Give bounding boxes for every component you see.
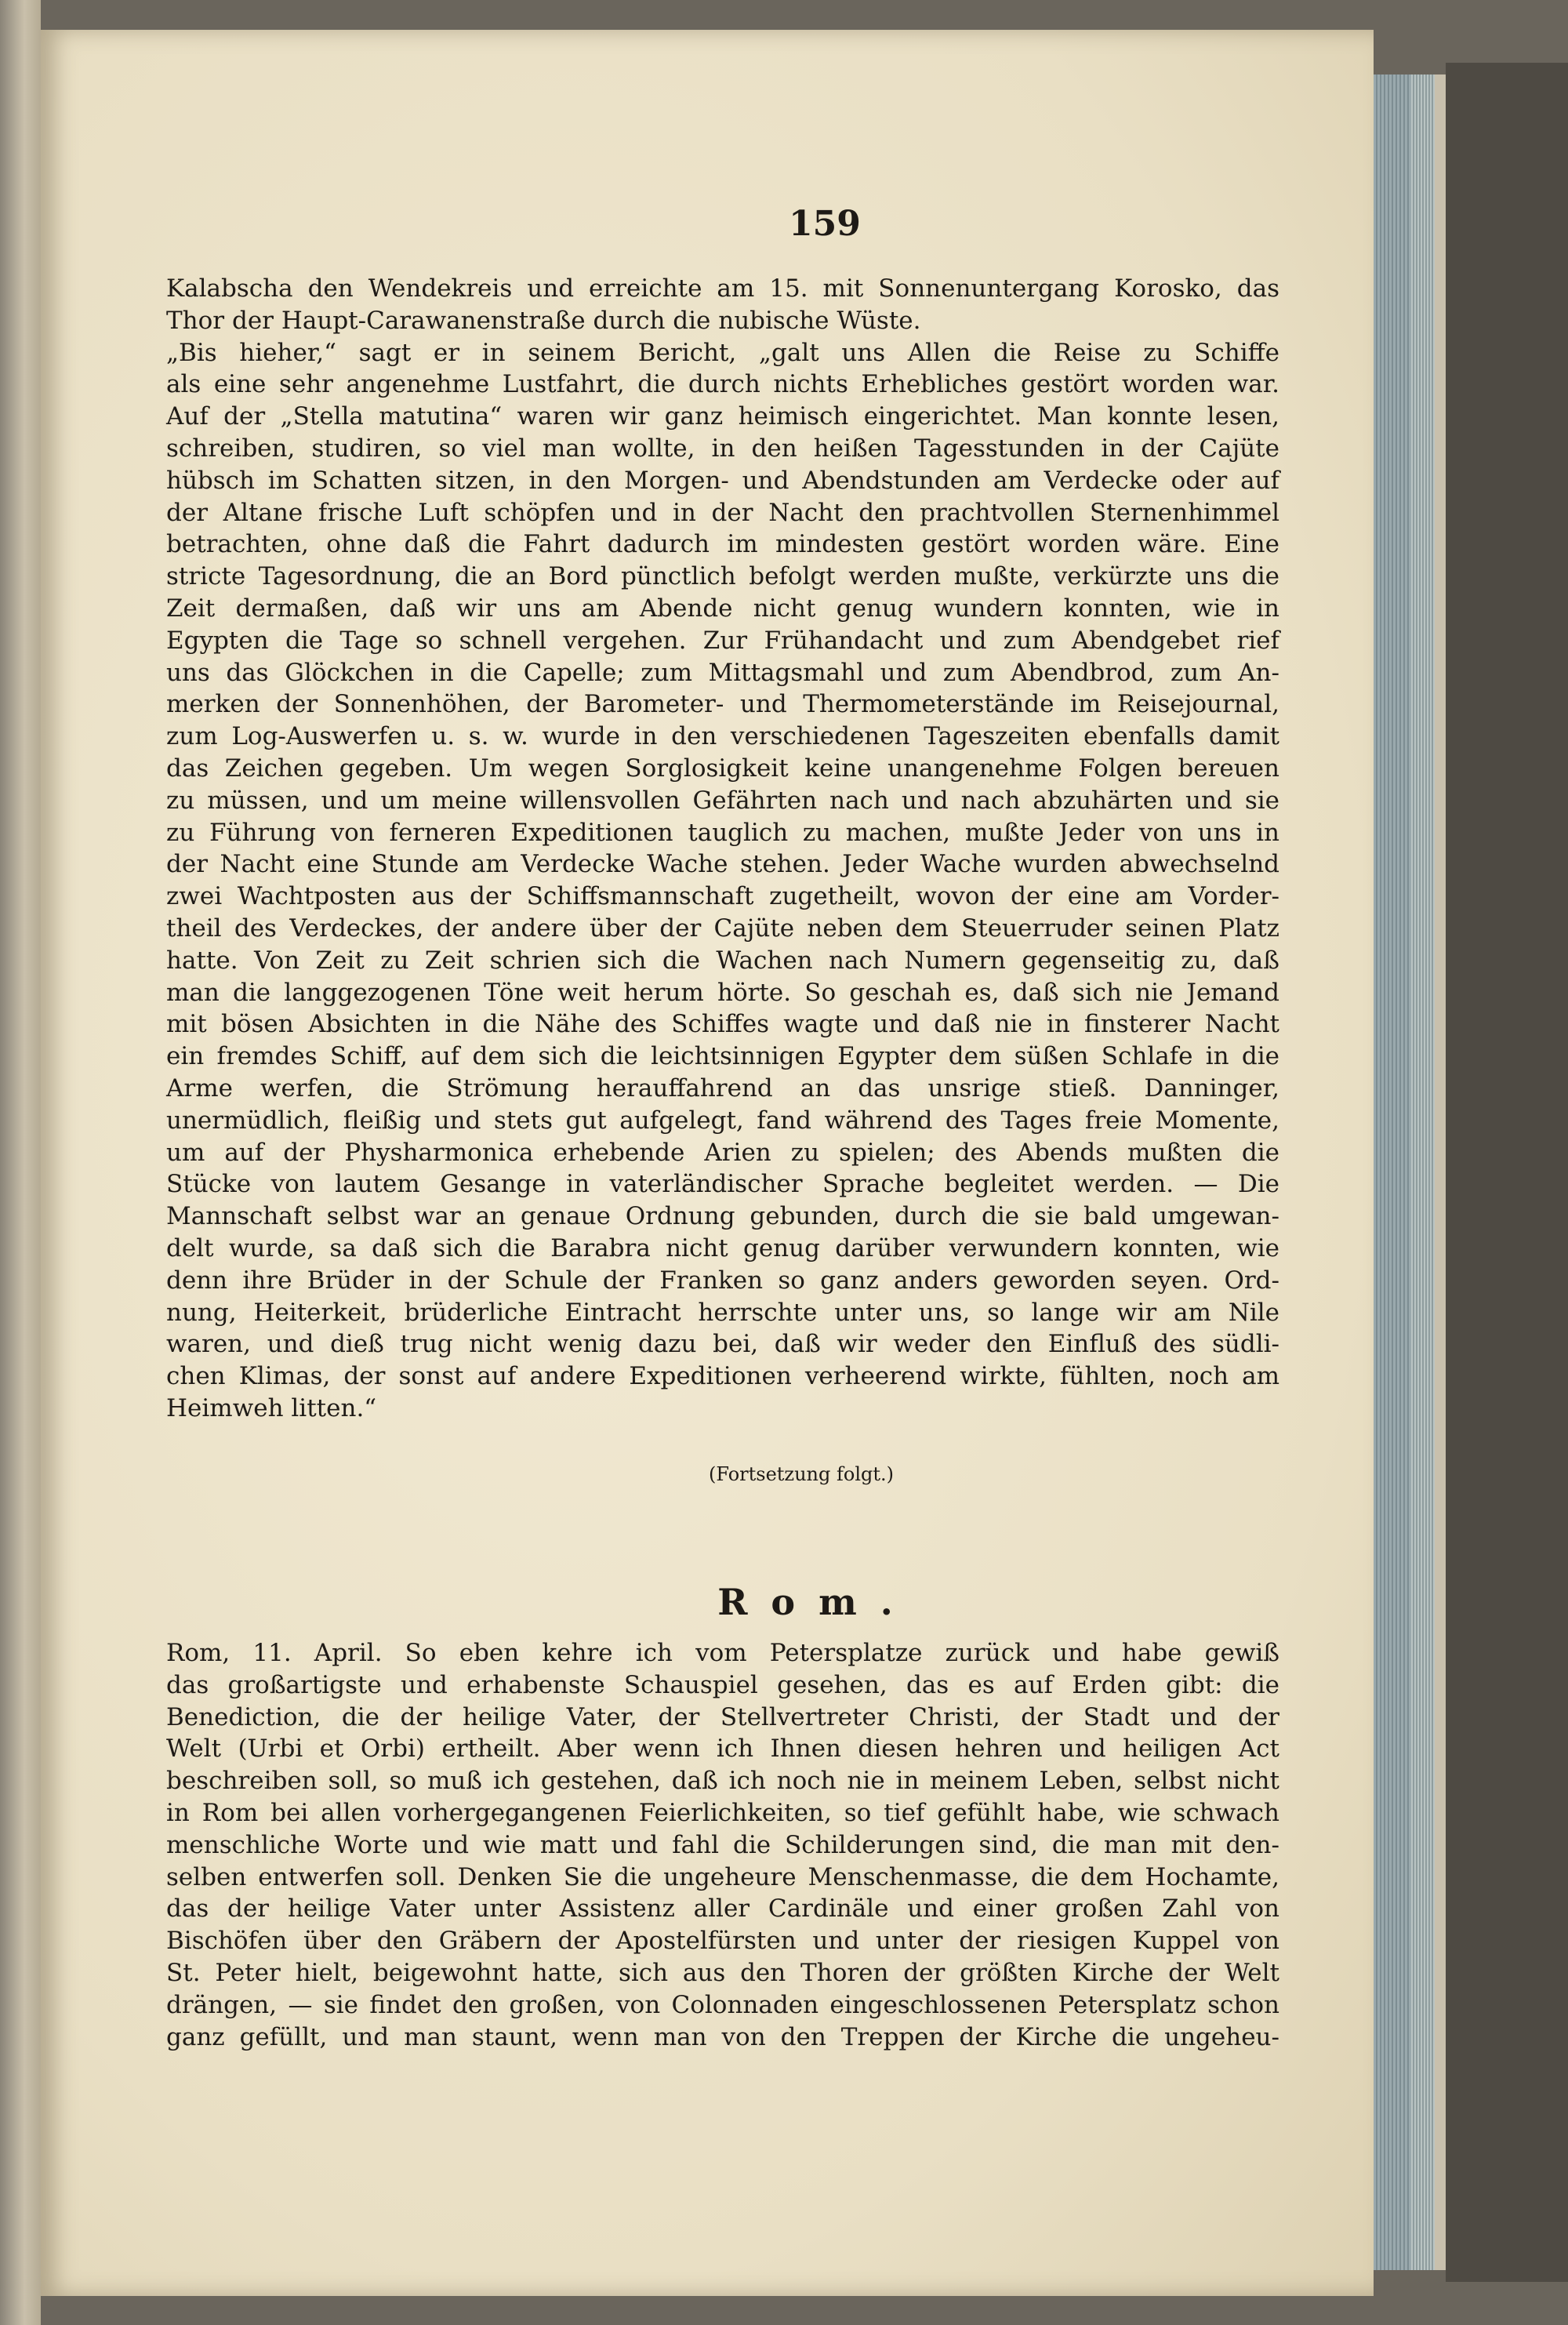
text-line: Thor der Haupt-Carawanenstraße durch die nubische Wüste. <box>166 306 921 335</box>
text-line: selben entwerfen soll. Denken Sie die ungeheure Menschenmasse, die dem Hochamte, <box>166 1862 1279 1891</box>
text-line: denn ihre Brüder in der Schule der Franken so ganz anders geworden seyen. Ord- <box>166 1266 1279 1295</box>
text-line: waren, und dieß trug nicht wenig dazu bei, daß wir weder den Einfluß des südli- <box>166 1330 1279 1359</box>
page-number: 159 <box>789 204 861 244</box>
text-line: Kalabscha den Wendekreis und erreichte am 15. mit Sonnenuntergang Korosko, das <box>166 274 1279 303</box>
text-line: zu Führung von ferneren Expeditionen tauglich zu machen, mußte Jeder von uns in <box>166 818 1279 847</box>
text-line: unermüdlich, fleißig und stets gut aufgelegt, fand während des Tages freie Momente, <box>166 1106 1279 1135</box>
text-line: in Rom bei allen vorhergegangenen Feierlichkeiten, so tief gefühlt habe, wie schwach <box>166 1799 1279 1827</box>
text-line: Welt (Urbi et Orbi) ertheilt. Aber wenn ich Ihnen diesen hehren und heiligen Act <box>166 1735 1279 1764</box>
text-line: der Altane frische Luft schöpfen und in der Nacht den prachtvollen Sternenhimmel <box>166 498 1279 527</box>
section-title: Rom. <box>717 1581 916 1623</box>
text-line: zwei Wachtposten aus der Schiffsmannschaft zugetheilt, wovon der eine am Vorder- <box>166 882 1279 911</box>
continuation-note: (Fortsetzung folgt.) <box>709 1463 894 1485</box>
text-line: St. Peter hielt, beigewohnt hatte, sich aus den Thoren der größten Kirche der Welt <box>166 1959 1279 1987</box>
text-line: zu müssen, und um meine willensvollen Gefährten nach und nach abzuhärten und sie <box>166 786 1279 815</box>
text-line: Arme werfen, die Strömung herauffahrend an das unsrige stieß. Danninger, <box>166 1074 1279 1103</box>
text-line: delt wurde, sa daß sich die Barabra nicht genug darüber verwundern konnten, wie <box>166 1234 1279 1262</box>
text-line: Bischöfen über den Gräbern der Apostelfürsten und unter der riesigen Kuppel von <box>166 1927 1279 1956</box>
text-line: ein fremdes Schiff, auf dem sich die leichtsinnigen Egypter dem süßen Schlafe in die <box>166 1042 1279 1071</box>
text-line: beschreiben soll, so muß ich gestehen, daß ich noch nie in meinem Leben, selbst nicht <box>166 1767 1279 1796</box>
text-line: uns das Glöckchen in die Capelle; zum Mittagsmahl und zum Abendbrod, zum An- <box>166 658 1279 687</box>
page-block-edge <box>1411 74 1435 2270</box>
text-line: um auf der Physharmonica erhebende Arien zu spielen; des Abends mußten die <box>166 1138 1279 1167</box>
text-line: Mannschaft selbst war an genaue Ordnung gebunden, durch die sie bald umgewan- <box>166 1202 1279 1231</box>
text-line: schreiben, studiren, so viel man wollte, in den heißen Tagesstunden in der Cajüte <box>166 434 1279 463</box>
text-line: das großartigste und erhabenste Schauspiel gesehen, das es auf Erden gibt: die <box>166 1670 1279 1699</box>
text-line: menschliche Worte und wie matt und fahl die Schilderungen sind, die man mit den- <box>166 1830 1279 1859</box>
text-line: der Nacht eine Stunde am Verdecke Wache stehen. Jeder Wache wurden abwechselnd <box>166 850 1279 879</box>
text-line: chen Klimas, der sonst auf andere Expeditionen verheerend wirkte, fühlten, noch am <box>166 1362 1279 1391</box>
text-line: Benediction, die der heilige Vater, der Stellvertreter Christi, der Stadt und der <box>166 1702 1279 1731</box>
text-line: stricte Tagesordnung, die an Bord pünctlich befolgt werden mußte, verkürzte uns die <box>166 562 1279 591</box>
book-cover <box>1446 63 1568 2282</box>
text-line: zum Log-Auswerfen u. s. w. wurde in den verschiedenen Tageszeiten ebenfalls damit <box>166 722 1279 751</box>
text-line: Egypten die Tage so schnell vergehen. Zur Frühandacht und zum Abendgebet rief <box>166 626 1279 655</box>
text-line: drängen, — sie findet den großen, von Colonnaden eingeschlossenen Petersplatz schon <box>166 1990 1279 2019</box>
text-line: Auf der „Stella matutina“ waren wir ganz heimisch eingerichtet. Man konnte lesen, <box>166 402 1279 431</box>
adjacent-page-edge <box>0 0 41 2325</box>
book-page <box>41 30 1374 2296</box>
text-line: das der heilige Vater unter Assistenz aller Cardinäle und einer großen Zahl von <box>166 1895 1279 1924</box>
text-line: Heimweh litten.“ <box>166 1394 377 1422</box>
text-line: ganz gefüllt, und man staunt, wenn man von den Treppen der Kirche die ungeheu- <box>166 2022 1279 2051</box>
text-line: mit bösen Absichten in die Nähe des Schiffes wagte und daß nie in finsterer Nacht <box>166 1010 1279 1039</box>
text-line: merken der Sonnenhöhen, der Barometer- und Thermometerstände im Reisejournal, <box>166 690 1279 719</box>
text-line: Zeit dermaßen, daß wir uns am Abende nicht genug wundern konnten, wie in <box>166 594 1279 623</box>
page-block-edge <box>1435 74 1446 2270</box>
text-line: das Zeichen gegeben. Um wegen Sorglosigkeit keine unangenehme Folgen bereuen <box>166 754 1279 783</box>
text-line: hatte. Von Zeit zu Zeit schrien sich die Wachen nach Numern gegenseitig zu, daß <box>166 946 1279 975</box>
text-line: betrachten, ohne daß die Fahrt dadurch im mindesten gestört worden wäre. Eine <box>166 530 1279 559</box>
page-block-edge <box>1374 74 1411 2270</box>
text-line: theil des Verdeckes, der andere über der Cajüte neben dem Steuerruder seinen Platz <box>166 914 1279 943</box>
text-line: man die langgezogenen Töne weit herum hörte. So geschah es, daß sich nie Jemand <box>166 978 1279 1007</box>
text-line: „Bis hieher,“ sagt er in seinem Bericht, „galt uns Allen die Reise zu Schiffe <box>166 338 1279 367</box>
text-line: nung, Heiterkeit, brüderliche Eintracht herrschte unter uns, so lange wir am Nile <box>166 1298 1279 1327</box>
text-line: Stücke von lautem Gesange in vaterländischer Sprache begleitet werden. — Die <box>166 1170 1279 1199</box>
text-line: als eine sehr angenehme Lustfahrt, die durch nichts Erhebliches gestört worden war. <box>166 370 1279 399</box>
text-line: hübsch im Schatten sitzen, in den Morgen- und Abendstunden am Verdecke oder auf <box>166 466 1279 495</box>
text-line: Rom, 11. April. So eben kehre ich vom Petersplatze zurück und habe gewiß <box>166 1639 1279 1667</box>
